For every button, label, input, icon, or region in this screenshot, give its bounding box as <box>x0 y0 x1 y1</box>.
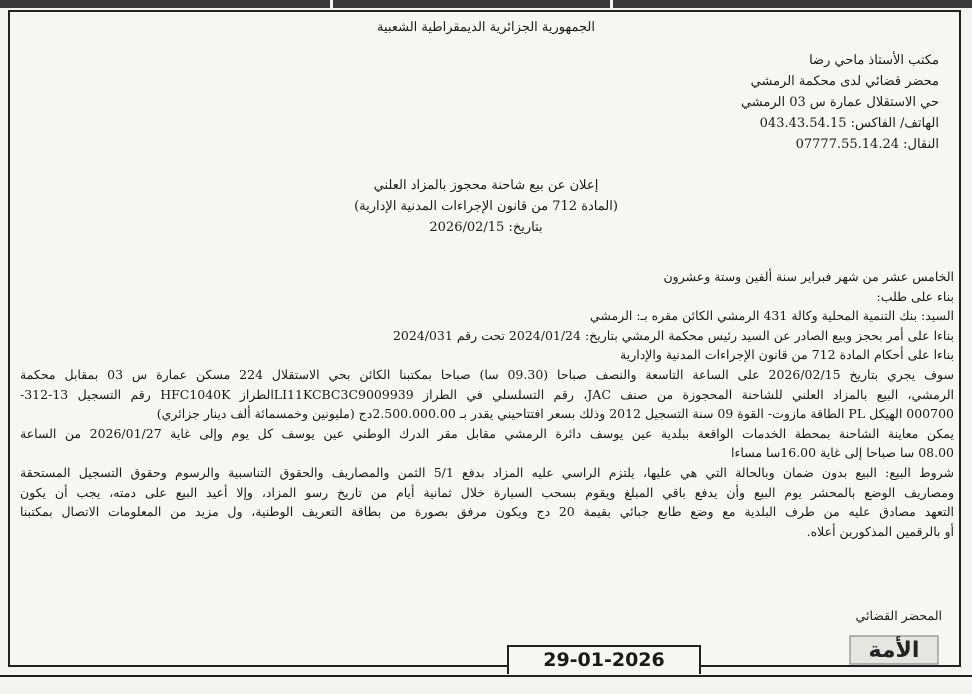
office-mobile: النقال: 07777.55.14.24 <box>795 137 939 152</box>
notice-title-block <box>0 175 972 238</box>
notice-title: إعلان عن بيع شاحنة محجوز بالمزاد العلني <box>373 178 599 193</box>
conditions-paragraph-line-4: أو بالرقمين المذكورين أعلاه. <box>806 523 954 539</box>
body-line-legal-basis: بناءا على أحكام المادة 712 من قانون الإجراءات المدنية والإدارية <box>620 347 954 363</box>
top-border-strip <box>0 0 972 8</box>
inspection-paragraph-line-1: يمكن معاينة الشاحنة بمحطة الخدمات الواقعة ببلدية عين يوسف دائرة الرمشي مقابل مقر الدرك الوطني عين يوسف كل يوم وإلى غاية 2026/01/27 من الساعة <box>20 425 954 441</box>
republic-header: الجمهورية الجزائرية الديمقراطية الشعبية <box>377 20 595 35</box>
bailiff-signature: المحضر القضائي <box>855 608 942 623</box>
conditions-paragraph-line-3: التعهد مصادق عليه من طرف البلدية مع وضع طابع جبائي بقيمة 20 دج ويكون مرفق بصورة من بطاقة التعريف الوطنية، ول مزيد من المعلومات الاتصال بمكتبنا <box>20 504 954 520</box>
sale-paragraph-line-1: سوف يجري بتاريخ 2026/02/15 على الساعة التاسعة والنصف صباحا (09.30 سا) صباحا بمكتبنا الكائن بحي الاستقلال 224 مسكن عمارة س 03 بمقابل محكمة <box>20 366 954 382</box>
office-name: مكتب الأستاذ ماحي رضا <box>809 53 939 68</box>
inspection-paragraph-line-2: 08.00 سا صباحا إلى غاية 16.00سا مساءا <box>731 445 954 461</box>
body-line-request: بناء على طلب: <box>876 288 954 304</box>
body-line-order: بناءا على أمر بحجز وبيع الصادر عن السيد رئيس محكمة الرمشي بتاريخ: 2024/01/24 تحت رقم 2024/031 <box>392 327 954 343</box>
newspaper-logo <box>780 630 940 670</box>
body-line-date: الخامس عشر من شهر فبراير سنة ألفين وستة وعشرون <box>663 269 954 284</box>
conditions-paragraph-line-1: شروط البيع: البيع بدون ضمان وبالحالة التي هي عليها، يلتزم الراسي عليه المزاد بدفع 5/1 الثمن والمصاريف والحقوق التناسبية والرسوم وحقوق التسجيل المستحقة <box>20 464 954 480</box>
office-role: محضر قضائي لدى محكمة الرمشي <box>750 74 939 89</box>
bottom-border-strip <box>0 675 972 694</box>
bailiff-office-block <box>619 50 939 155</box>
publication-date: 29-01-2026 <box>507 645 701 674</box>
sale-paragraph-line-3: 000700 الهيكل PL الطاقة مازوت- القوة 09 سنة التسجيل 2012 وذلك بسعر افتتاحيني يقدر بـ 2.500.000.00دج (مليونين وخمسمائة ألف دينار جزائري) <box>156 406 954 422</box>
svg-text:الأمة: الأمة <box>868 638 920 663</box>
notice-article: (المادة 712 من قانون الإجراءات المدنية الإدارية) <box>354 199 618 214</box>
office-phone-fax: الهاتف/ الفاكس: 043.43.54.15 <box>759 116 939 131</box>
body-line-requester: السيد: بنك التنمية المحلية وكالة 431 الرمشي الكائن مقره بـ: الرمشي <box>589 308 954 324</box>
conditions-paragraph-line-2: ومصاريف الوضع بالمحشر يوم البيع وأن يدفع باقي المبلغ ويقوم بسحب السيارة خلال ثمانية أيام من تاريخ رسو المزاد، وإلا أعيد البيع على دمته، يجب أن يكون <box>20 484 954 500</box>
office-address: حي الاستقلال عمارة س 03 الرمشي <box>740 95 939 110</box>
sale-paragraph-line-2: الرمشي، البيع بالمزاد العلني للشاحنة المحجوزة من صنف JAC، رقم التسلسلي في الطراز LI11KCBC3C9009939الطراز HFC1040K رقم التسجيل 13-312- <box>20 386 955 402</box>
notice-date: بتاريخ: 2026/02/15 <box>429 220 543 235</box>
notice-body <box>20 267 954 541</box>
